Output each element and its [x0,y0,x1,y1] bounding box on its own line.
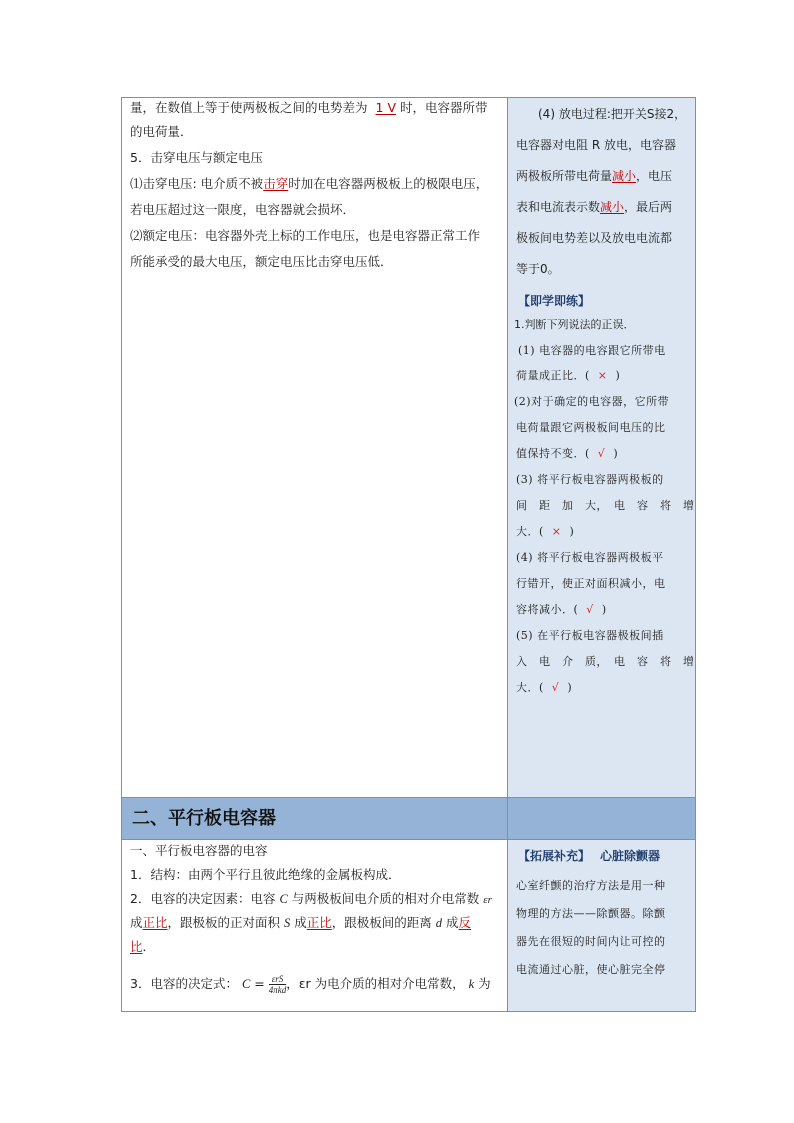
text-span: 时加在电容器两极板上的极限电压， [288,176,489,191]
formula-line [130,972,491,996]
text-line [130,891,492,908]
text-span: ) [601,603,607,616]
text-span: 量，在数值上等于使两极板之间的电势差为 [130,100,368,115]
fill-blank: 正比 [142,915,168,930]
question-line: 电荷量跟它两极板间电压的比 [516,421,666,434]
subheading: 5．击穿电压与额定电压 [130,150,263,165]
question-line: 行错开，使正对面积减小，电 [516,577,666,590]
text-line: 电流通过心脏，使心脏完全停 [516,963,666,976]
fill-blank: 正比 [306,915,332,930]
text-span: ) [615,369,621,382]
text-span: = [254,976,265,991]
text-line: 1．结构：由两个平行且彼此绝缘的金属板构成． [130,867,401,882]
question-line: (4) 将平行板电容器两极板平 [516,551,664,564]
fill-blank: 减小 [600,200,625,214]
text-line: ⑵额定电压：电容器外壳上标的工作电压，也是电容器正常工作 [130,228,481,243]
text-span: 成 [446,915,459,930]
text-line: 电容器对电阻 R 放电，电容器 [516,138,676,152]
variable: S [284,916,291,930]
text-span: ，εr 为电介质的相对介电常数， [286,976,465,991]
fill-blank: 1 V [375,100,396,115]
text-line [130,100,488,116]
text-span: 表和电流表示数 [516,200,601,214]
text-span: ) [569,525,575,538]
text-line: 的电荷量． [130,124,193,139]
text-span: 大．( [516,525,544,538]
text-line [130,915,471,931]
text-line: 所能承受的最大电压，额定电压比击穿电压低． [130,254,393,269]
text-line: 心室纤颤的治疗方法是用一种 [516,879,666,892]
text-span: 2．电容的决定因素：电容 [130,891,276,906]
text-line: 物理的方法——除颤器。除颤 [516,907,666,920]
text-span: 【拓展补充】 [518,849,591,863]
text-line: 等于0。 [516,262,560,276]
practice-title: 【即学即练】 [518,294,591,308]
text-span: ) [613,447,619,460]
text-span: 成 [294,915,307,930]
question-line: 入 电 介 质， 电 容 将 增 [516,655,695,668]
fraction-numerator: εrS [269,974,287,985]
cross-mark: × [551,525,562,538]
text-span: 荷量成正比．( [516,369,590,382]
text-span: ，电压 [636,169,673,183]
right-column-bottom [508,840,695,1011]
text-span: ⑴击穿电压: 电介质不被 [130,176,264,191]
text-span: ) [567,681,573,694]
question-line: (2)对于确定的电容器，它所带 [514,395,670,408]
cross-mark: × [597,369,608,382]
variable: εr [483,894,492,906]
question-line: 间 距 加 大， 电 容 将 增 [516,499,695,512]
left-column-top [122,98,508,797]
text-span: 容将减小．( [516,603,579,616]
fill-blank: 击穿 [263,176,289,191]
variable: C [279,892,288,906]
variable: d [435,916,443,930]
supplement-title [518,848,660,864]
section-header [122,797,508,840]
text-line: (4) 放电过程:把开关S接2， [538,107,687,121]
text-span: 心脏除颤器 [600,849,661,863]
text-line [130,176,488,192]
question-line [516,602,607,618]
text-line [516,168,672,184]
question-line [516,368,620,384]
text-span: ． [142,939,156,954]
question-line: (5) 在平行板电容器极板间插 [516,629,664,642]
text-line [516,199,672,215]
section-title: 二、平行板电容器 [132,808,276,829]
text-line: 器先在很短的时间内让可控的 [516,935,666,948]
question-intro: 1.判断下列说法的正误． [514,318,635,331]
text-span: 时，电容器所带 [400,100,488,115]
question-line [516,680,572,696]
variable: k [468,977,475,991]
text-span: ，跟极板间的距离 [331,915,432,930]
text-span: 大．( [516,681,544,694]
question-line [516,446,618,462]
text-span: ，跟极板的正对面积 [167,915,281,930]
right-column-top [508,98,695,797]
text-line: 若电压超过这一限度，电容器就会损坏． [130,202,356,217]
left-column-bottom [122,840,508,1011]
text-span: ，最后两 [624,200,673,214]
check-mark: √ [597,447,606,460]
question-line [516,524,574,540]
fraction-denominator: 4πkd [268,985,287,995]
text-span: 两极板所带电荷量 [516,169,613,183]
question-line: (1) 电容器的电容跟它所带电 [518,344,666,357]
check-mark: √ [551,681,560,694]
question-line: (3) 将平行板电容器两极板的 [516,473,664,486]
text-span: 值保持不变．( [516,447,590,460]
text-span: 与两极板间电介质的相对介电常数 [291,891,480,906]
text-span: 为 [478,976,491,991]
check-mark: √ [586,603,594,616]
subheading: 一、平行板电容器的电容 [130,843,268,858]
fill-blank: 反 [458,915,472,930]
content-table [121,97,696,1012]
capacitance-fraction [269,974,287,995]
fill-blank: 减小 [612,169,637,183]
text-line: 极板间电势差以及放电电流都 [516,231,673,245]
text-span: 3．电容的决定式： [130,976,238,991]
section-header-right [508,797,695,840]
fill-blank: 比 [130,939,143,954]
text-span: 成 [130,915,143,930]
variable: C [241,977,251,991]
text-line [130,939,155,955]
